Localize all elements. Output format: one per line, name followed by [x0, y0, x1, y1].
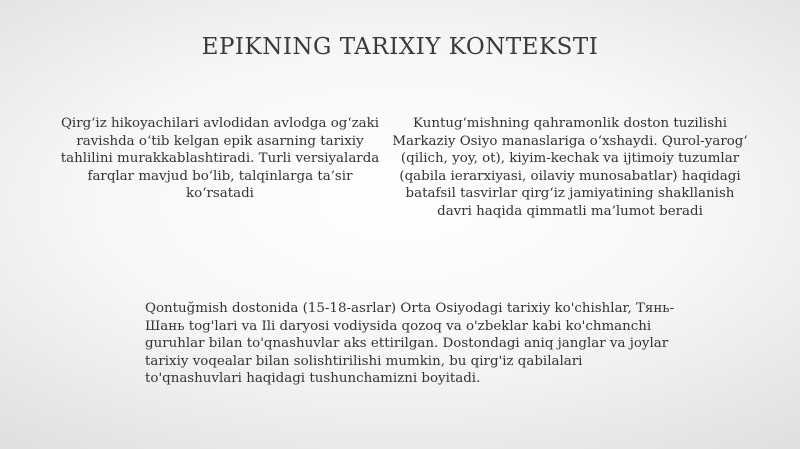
bottom-text-block: Qontuğmish dostonida (15-18-asrlar) Orta Osiyodagi tarixiy ko'chishlar, Тянь-Шань tog'lari va Ili daryosi vodiysida qozoq va o'zbeklar kabi ko'chmanchi guruhlar bilan to'qnashuvlar aks ettirilgan. Dostondagi aniq janglar va joylar tarixiy voqealar bilan solishtirilishi mumkin, bu qirg'iz qabilalari to'qnashuvlari haqidagi tushunchamizni boyitadi.: [145, 301, 675, 387]
left-text-block: Qirg‘iz hikoyachilari avlodidan avlodga og‘zaki ravishda o‘tib kelgan epik asarning tarixiy tahlilini murakkablashtiradi. Turli versiyalarda farqlar mavjud bo‘lib, talqinlarga ta’sir ko‘rsatadi: [60, 116, 380, 202]
slide-title: EPIKNING TARIXIY KONTEKSTI: [201, 34, 599, 60]
right-text-block: Kuntug‘mishning qahramonlik doston tuzilishi Markaziy Osiyo manaslariga o‘xshaydi. Qurol-yarog‘ (qilich, yoy, ot), kiyim-kechak va ijtimoiy tuzumlar (qabila ierarxiyasi, oilaviy munosabatlar) haqidagi batafsil tasvirlar qirg‘iz jamiyatining shakllanish davri haqida qimmatli ma’lumot beradi: [392, 116, 748, 219]
